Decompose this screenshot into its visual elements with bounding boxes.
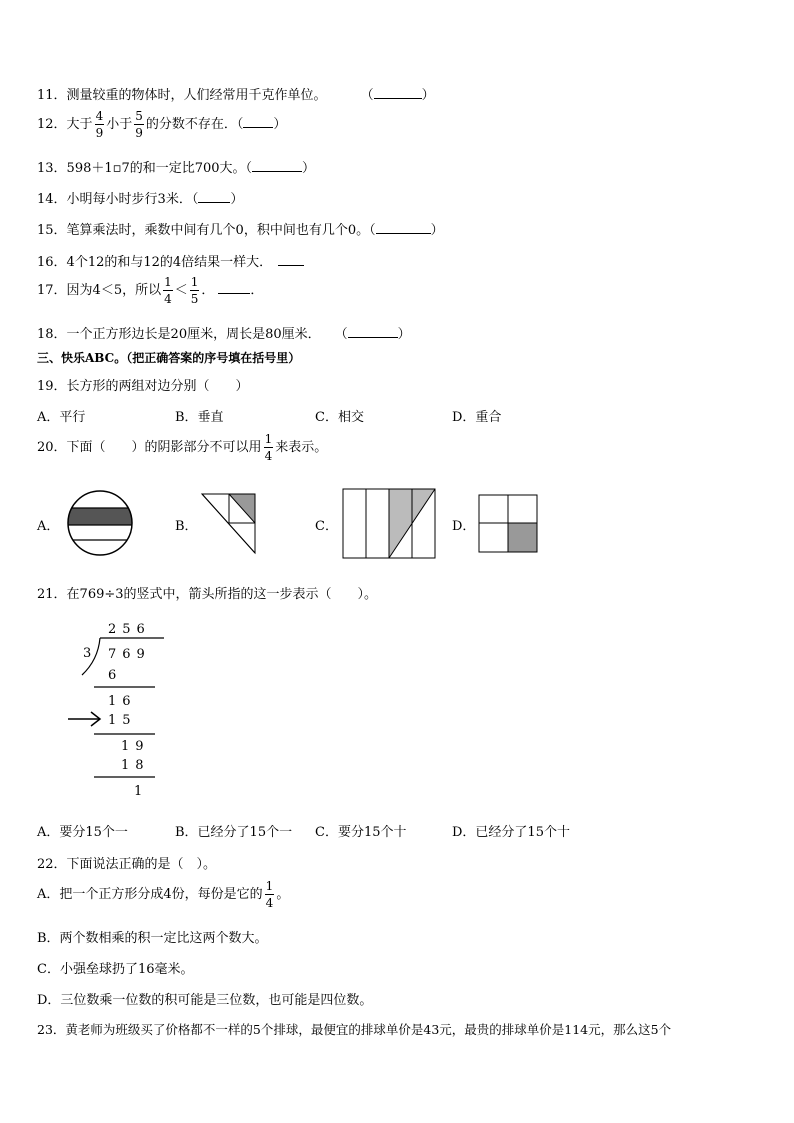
q15-text: 笔算乘法时，乘数中间有几个0，积中间也有几个0。（ — [66, 223, 376, 238]
q22-option-a-end: 。 — [276, 887, 290, 902]
q20-option-b[interactable]: B． — [175, 519, 198, 534]
question-12 — [37, 110, 286, 139]
q17-answer-blank[interactable] — [218, 281, 250, 294]
division-remainder: 1 — [134, 784, 149, 799]
q13-answer-blank[interactable] — [252, 159, 302, 172]
q18-paren-open: （ — [334, 327, 348, 342]
q18-paren-close: ） — [397, 327, 411, 342]
q23-text: 黄老师为班级买了价格都不一样的5个排球，最便宜的排球单价是43元，最贵的排球单价是114元，那么这5个 — [65, 1022, 672, 1037]
q19-number: 19． — [37, 379, 67, 394]
q12-number: 12． — [37, 117, 67, 132]
q12-answer-blank[interactable] — [243, 115, 273, 128]
question-16 — [37, 251, 304, 270]
circle-shaded-stripe — [66, 508, 134, 525]
division-divisor: 3 — [83, 646, 98, 661]
q22-option-b[interactable]: B．两个数相乘的积一定比这两个数大。 — [37, 931, 268, 946]
q20-figure-c-rectangle — [342, 488, 438, 560]
q21-option-a[interactable]: A．要分15个一 — [37, 825, 128, 840]
q14-number: 14． — [37, 192, 67, 207]
q12-text-a: 大于 — [66, 117, 93, 132]
q20-fraction: $\frac{1}{4}$ — [264, 432, 273, 463]
q21-option-d[interactable]: D．已经分了15个十 — [452, 825, 570, 840]
q13-text: 598＋1▫7的和一定比700大。（ — [66, 161, 253, 176]
question-23 — [37, 1020, 671, 1038]
q14-text: 小明每小时步行3米．（ — [66, 192, 199, 207]
q22-option-a[interactable] — [37, 880, 289, 909]
q18-number: 18． — [37, 327, 67, 342]
q22-option-a-text: A．把一个正方形分成4份，每份是它的 — [37, 887, 263, 902]
q15-paren-close: ） — [430, 223, 444, 238]
q13-number: 13． — [37, 161, 67, 176]
division-step-1: 6 — [108, 668, 123, 683]
q20-figure-d-square — [478, 494, 540, 554]
q22-text: 下面说法正确的是（ ）。 — [66, 857, 217, 872]
q22-option-d[interactable]: D．三位数乘一位数的积可能是三位数，也可能是四位数。 — [37, 993, 373, 1008]
arrow-icon — [68, 712, 100, 726]
section-3-heading: 三、快乐ABC。（把正确答案的序号填在括号里） — [37, 351, 301, 365]
q11-answer-blank[interactable] — [374, 86, 422, 99]
division-step-2: 16 — [108, 694, 137, 709]
q15-number: 15． — [37, 223, 67, 238]
q22-number: 22． — [37, 857, 67, 872]
q11-paren-open: （ — [360, 88, 374, 103]
question-18 — [37, 323, 411, 342]
q22-option-c[interactable]: C．小强垒球扔了16毫米。 — [37, 962, 194, 977]
q19-option-c[interactable]: C．相交 — [315, 410, 364, 425]
q17-fraction-2: $\frac{1}{5}$ — [190, 275, 199, 306]
q20-option-d[interactable]: D． — [452, 519, 476, 534]
q17-less-than: ＜ — [174, 283, 188, 298]
q11-number: 11． — [37, 88, 67, 103]
q20-text-a: 下面（ ）的阴影部分不可以用 — [66, 440, 262, 455]
division-step-4: 19 — [121, 739, 150, 754]
q14-paren-close: ） — [230, 192, 244, 207]
q21-option-c[interactable]: C．要分15个十 — [315, 825, 407, 840]
division-lines — [66, 636, 170, 782]
q17-text-a: 因为4＜5，所以 — [66, 283, 162, 298]
q21-option-b[interactable]: B．已经分了15个一 — [175, 825, 293, 840]
q16-text: 4个12的和与12的4倍结果一样大． — [66, 255, 273, 270]
q17-end: ． — [250, 283, 264, 298]
division-bracket — [82, 638, 100, 675]
q15-answer-blank[interactable] — [376, 221, 431, 234]
q20-option-a[interactable]: A． — [37, 519, 60, 534]
q11-paren-close: ） — [421, 88, 435, 103]
q22-option-a-fraction: $\frac{1}{4}$ — [265, 879, 274, 910]
q19-option-b[interactable]: B．垂直 — [175, 410, 224, 425]
q12-fraction-1: $\frac{4}{9}$ — [95, 109, 104, 140]
q17-fraction-1: $\frac{1}{4}$ — [164, 275, 172, 306]
q18-answer-blank[interactable] — [348, 325, 398, 338]
question-17 — [37, 276, 263, 305]
question-14 — [37, 188, 243, 207]
question-15 — [37, 219, 444, 238]
division-dividend: 769 — [108, 647, 151, 662]
division-quotient: 256 — [108, 622, 151, 637]
q21-text: 在769÷3的竖式中，箭头所指的这一步表示（ ）。 — [66, 587, 378, 602]
q23-number: 23． — [37, 1022, 66, 1037]
q19-text: 长方形的两组对边分别（ ） — [66, 379, 249, 394]
q21-number: 21． — [37, 587, 67, 602]
q12-fraction-2: $\frac{5}{9}$ — [135, 109, 143, 140]
q11-text: 测量较重的物体时，人们经常用千克作单位。 — [66, 88, 327, 103]
question-19 — [37, 375, 249, 394]
question-13 — [37, 157, 315, 176]
q12-paren-close: ） — [273, 117, 287, 132]
question-22 — [37, 853, 216, 872]
q13-paren-close: ） — [302, 161, 316, 176]
q12-text-c: 的分数不存在．（ — [145, 117, 244, 132]
division-step-3: 15 — [108, 713, 137, 728]
question-21 — [37, 583, 377, 602]
q12-text-b: 小于 — [106, 117, 133, 132]
q18-text: 一个正方形边长是20厘米，周长是80厘米． — [66, 327, 321, 342]
q17-number: 17． — [37, 283, 67, 298]
question-11 — [37, 84, 435, 103]
square-shaded-part — [508, 523, 537, 552]
q17-text-b: ． — [201, 283, 215, 298]
q20-text-b: 来表示。 — [275, 440, 328, 455]
q14-answer-blank[interactable] — [198, 190, 230, 203]
q20-figure-a-circle — [66, 489, 134, 557]
q20-number: 20． — [37, 440, 67, 455]
q19-option-d[interactable]: D．重合 — [452, 410, 502, 425]
q20-option-c[interactable]: C． — [315, 519, 338, 534]
q19-option-a[interactable]: A．平行 — [37, 410, 86, 425]
q16-number: 16． — [37, 255, 67, 270]
question-20 — [37, 433, 327, 462]
q16-answer-blank[interactable] — [278, 253, 304, 266]
division-step-5: 18 — [121, 758, 150, 773]
q20-figure-b-triangle — [201, 493, 257, 555]
